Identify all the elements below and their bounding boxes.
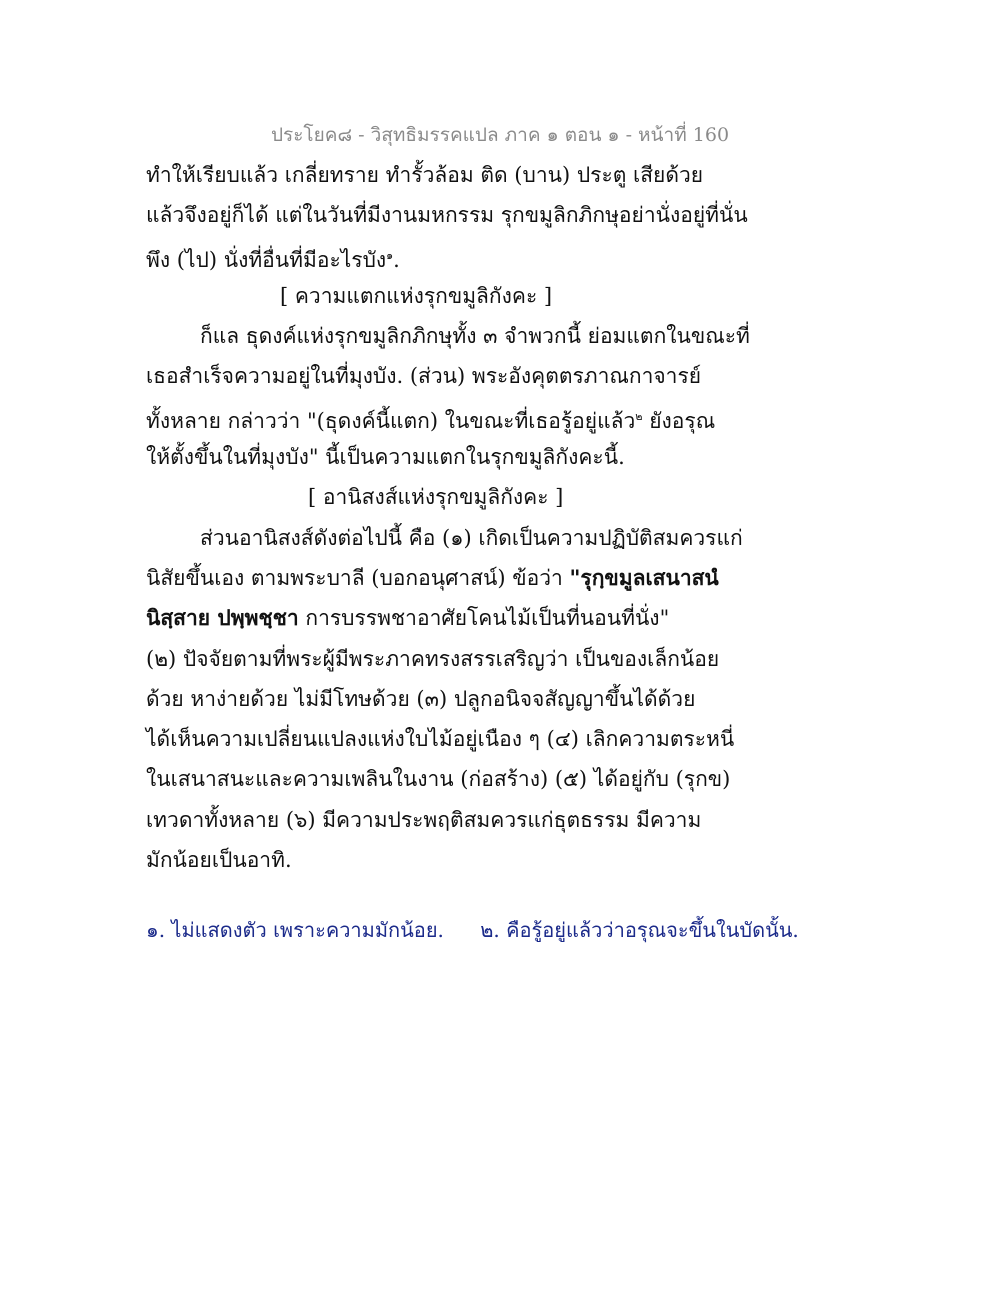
paragraph-line: ก็แล ธุดงค์แห่งรุกขมูลิกภิกษุทั้ง ๓ จำพวกนี้ ย่อมแตกในขณะที่ xyxy=(200,324,750,349)
line-text: พึง (ไป) นั่งที่อื่นที่มีอะไรบัง xyxy=(146,247,387,272)
section-heading: [ ความแตกแห่งรุกขมูลิกังคะ ] xyxy=(280,283,553,308)
paragraph-line xyxy=(146,558,726,598)
footnotes xyxy=(146,914,799,946)
page-body xyxy=(146,155,750,880)
paragraph-line: ให้ตั้งขึ้นในที่มุงบัง" นี้เป็นความแตกในรุกขมูลิกังคะนี้. xyxy=(146,445,625,470)
paragraph-line: เธอสำเร็จความอยู่ในที่มุงบัง. (ส่วน) พระอังคุตตรภาณกาจารย์ xyxy=(146,364,702,389)
paragraph-line: (๒) ปัจจัยตามที่พระผู้มีพระภาคทรงสรรเสริญว่า เป็นของเล็กน้อย xyxy=(146,646,720,671)
running-title: ประโยค๘ - วิสุทธิมรรคแปล ภาค ๑ ตอน ๑ - หน้าที่ 160 xyxy=(270,124,730,146)
paragraph-line: ทำให้เรียบแล้ว เกลี่ยทราย ทำรั้วล้อม ติด (บาน) ประตู เสียด้วย xyxy=(146,163,704,187)
pali-quote: นิสฺสาย ปพฺพชฺชา xyxy=(146,605,299,631)
line-text: นิสัยขึ้นเอง ตามพระบาลี (บอกอนุศาสน์) ข้อว่า xyxy=(146,565,570,590)
paragraph-line: ในเสนาสนะและความเพลินในงาน (ก่อสร้าง) (๕) ได้อยู่กับ (รุกข) xyxy=(146,767,731,792)
paragraph-line xyxy=(146,598,726,638)
line-tail: ยังอรุณ xyxy=(642,408,716,433)
footnote-mark: ๒ xyxy=(635,409,643,423)
paragraph-line: มักน้อยเป็นอาทิ. xyxy=(146,848,292,873)
footnote-mark: ๑ xyxy=(386,248,394,262)
paragraph-line: เทวดาทั้งหลาย (๖) มีความประพฤติสมควรแก่ธุตธรรม มีความ xyxy=(146,807,702,832)
paragraph-line: แล้วจึงอยู่ก็ได้ แต่ในวันที่มีงานมหกรรม รุกขมูลิกภิกษุอย่านั่งอยู่ที่นั่น xyxy=(146,203,748,228)
paragraph-line: ส่วนอานิสงส์ดังต่อไปนี้ คือ (๑) เกิดเป็นความปฏิบัติสมควรแก่ xyxy=(200,525,743,550)
line-text: การบรรพชาอาศัยโคนไม้เป็นที่นอนที่นั่ง" xyxy=(298,606,670,631)
line-end: . xyxy=(393,247,400,272)
running-header xyxy=(0,120,1000,150)
section-heading: [ อานิสงส์แห่งรุกขมูลิกังคะ ] xyxy=(308,485,564,510)
pali-quote: "รุกฺขมูลเสนาสนํ xyxy=(569,564,719,590)
paragraph-line xyxy=(146,397,726,437)
line-text: ทั้งหลาย กล่าวว่า "(ธุดงค์นี้แตก) ในขณะที่เธอรู้อยู่แล้ว xyxy=(146,408,636,433)
footnote-1: ๑. ไม่แสดงตัว เพราะความมักน้อย. xyxy=(146,918,444,942)
paragraph-line xyxy=(146,236,726,276)
paragraph-line: ได้เห็นความเปลี่ยนแปลงแห่งใบไม้อยู่เนือง ๆ (๔) เลิกความตระหนี่ xyxy=(146,727,735,752)
paragraph-line: ด้วย หาง่ายด้วย ไม่มีโทษด้วย (๓) ปลูกอนิจจสัญญาขึ้นได้ด้วย xyxy=(146,686,696,711)
footnote-2: ๒. คือรู้อยู่แล้วว่าอรุณจะขึ้นในบัดนั้น. xyxy=(480,918,799,942)
